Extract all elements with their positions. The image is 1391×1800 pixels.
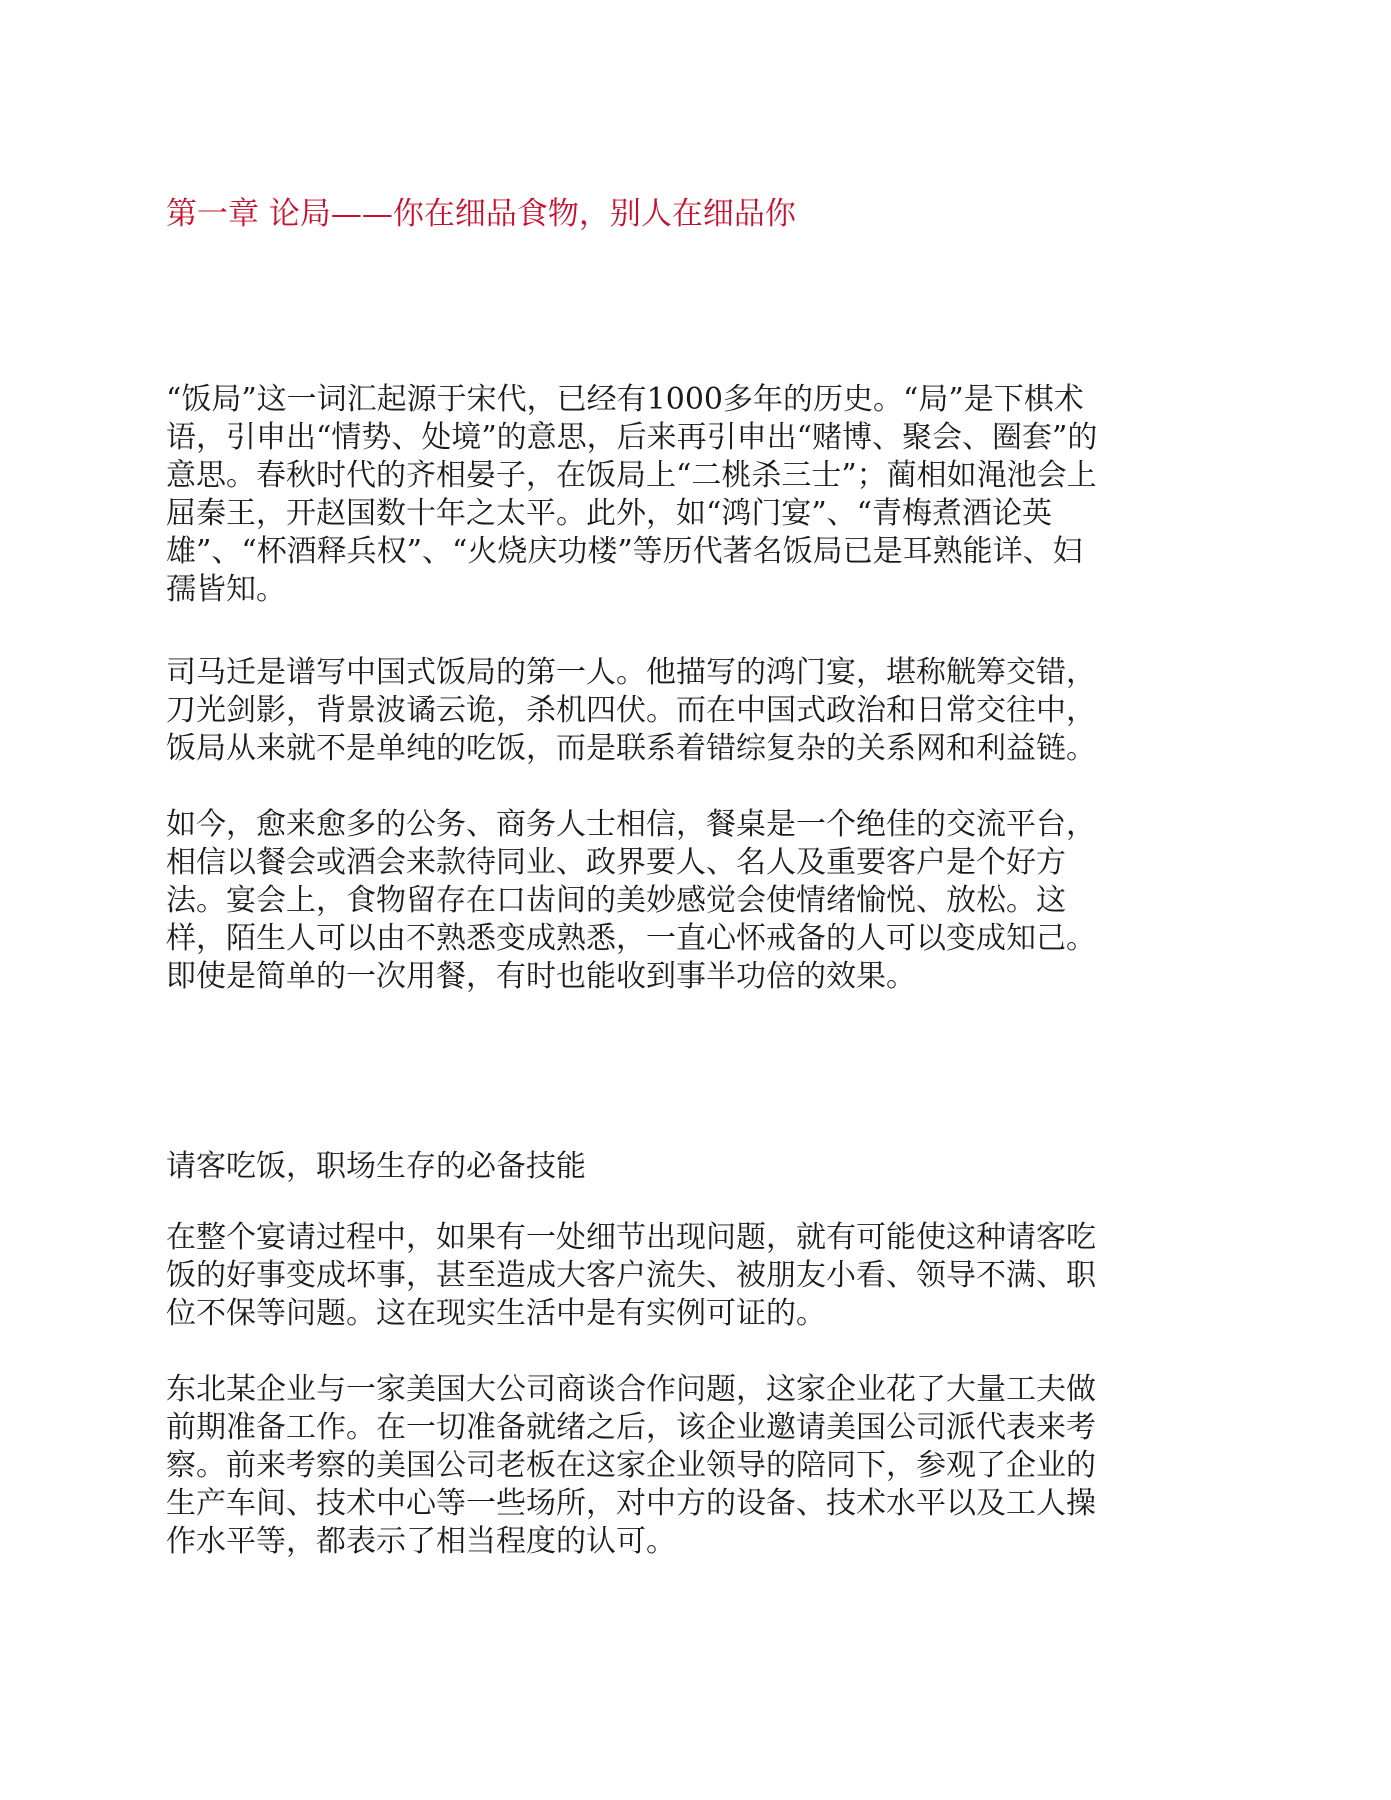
chapter-title: 第一章 论局——你在细品食物，别人在细品你: [166, 196, 796, 232]
paragraph-origin-of-fanju: [166, 381, 1226, 609]
paragraph-line: 饭局从来就不是单纯的吃饭，而是联系着错综复杂的关系网和利益链。: [166, 731, 1096, 766]
section-heading: 请客吃饭，职场生存的必备技能: [166, 1149, 586, 1184]
paragraph-line: 作水平等，都表示了相当程度的认可。: [166, 1524, 676, 1559]
paragraph-line: 饭的好事变成坏事，甚至造成大客户流失、被朋友小看、领导不满、职: [166, 1258, 1096, 1293]
paragraph-line: 察。前来考察的美国公司老板在这家企业领导的陪同下，参观了企业的: [166, 1448, 1096, 1483]
paragraph-line: 相信以餐会或酒会来款待同业、政界要人、名人及重要客户是个好方: [166, 845, 1066, 880]
paragraph-line: 样，陌生人可以由不熟悉变成熟悉，一直心怀戒备的人可以变成知己。: [166, 921, 1096, 956]
paragraph-line: 刀光剑影，背景波谲云诡，杀机四伏。而在中国式政治和日常交往中，: [166, 693, 1096, 728]
paragraph-line: 如今，愈来愈多的公务、商务人士相信，餐桌是一个绝佳的交流平台，: [166, 807, 1096, 842]
paragraph-line: 语，引申出“情势、处境”的意思，后来再引申出“赌博、聚会、圈套”的: [166, 420, 1098, 455]
paragraph-line: 即使是简单的一次用餐，有时也能收到事半功倍的效果。: [166, 959, 916, 994]
paragraph-line: 在整个宴请过程中，如果有一处细节出现问题，就有可能使这种请客吃: [166, 1220, 1096, 1255]
paragraph-modern-dining: [166, 806, 1226, 996]
paragraph-line: 法。宴会上，食物留存在口齿间的美妙感觉会使情绪愉悦、放松。这: [166, 883, 1066, 918]
paragraph-line: 东北某企业与一家美国大公司商谈合作问题，这家企业花了大量工夫做: [166, 1372, 1096, 1407]
paragraph-line: 位不保等问题。这在现实生活中是有实例可证的。: [166, 1296, 826, 1331]
paragraph-line: 孺皆知。: [166, 572, 286, 607]
paragraph-line: 屈秦王，开赵国数十年之太平。此外，如“鸿门宴”、“青梅煮酒论英: [166, 496, 1053, 531]
paragraph-sima-qian: [166, 654, 1226, 768]
paragraph-line: 前期准备工作。在一切准备就绪之后，该企业邀请美国公司派代表来考: [166, 1410, 1096, 1445]
paragraph-line: 生产车间、技术中心等一些场所，对中方的设备、技术水平以及工人操: [166, 1486, 1096, 1521]
paragraph-line: “饭局”这一词汇起源于宋代，已经有1000多年的历史。“局”是下棋术: [166, 382, 1084, 417]
paragraph-line: 司马迁是谱写中国式饭局的第一人。他描写的鸿门宴，堪称觥筹交错，: [166, 655, 1096, 690]
paragraph-northeast-enterprise: [166, 1371, 1226, 1561]
paragraph-line: 意思。春秋时代的齐相晏子，在饭局上“二桃杀三士”；蔺相如渑池会上: [166, 458, 1097, 493]
paragraph-banquet-details: [166, 1219, 1226, 1333]
paragraph-line: 雄”、“杯酒释兵权”、“火烧庆功楼”等历代著名饭局已是耳熟能详、妇: [166, 534, 1083, 569]
